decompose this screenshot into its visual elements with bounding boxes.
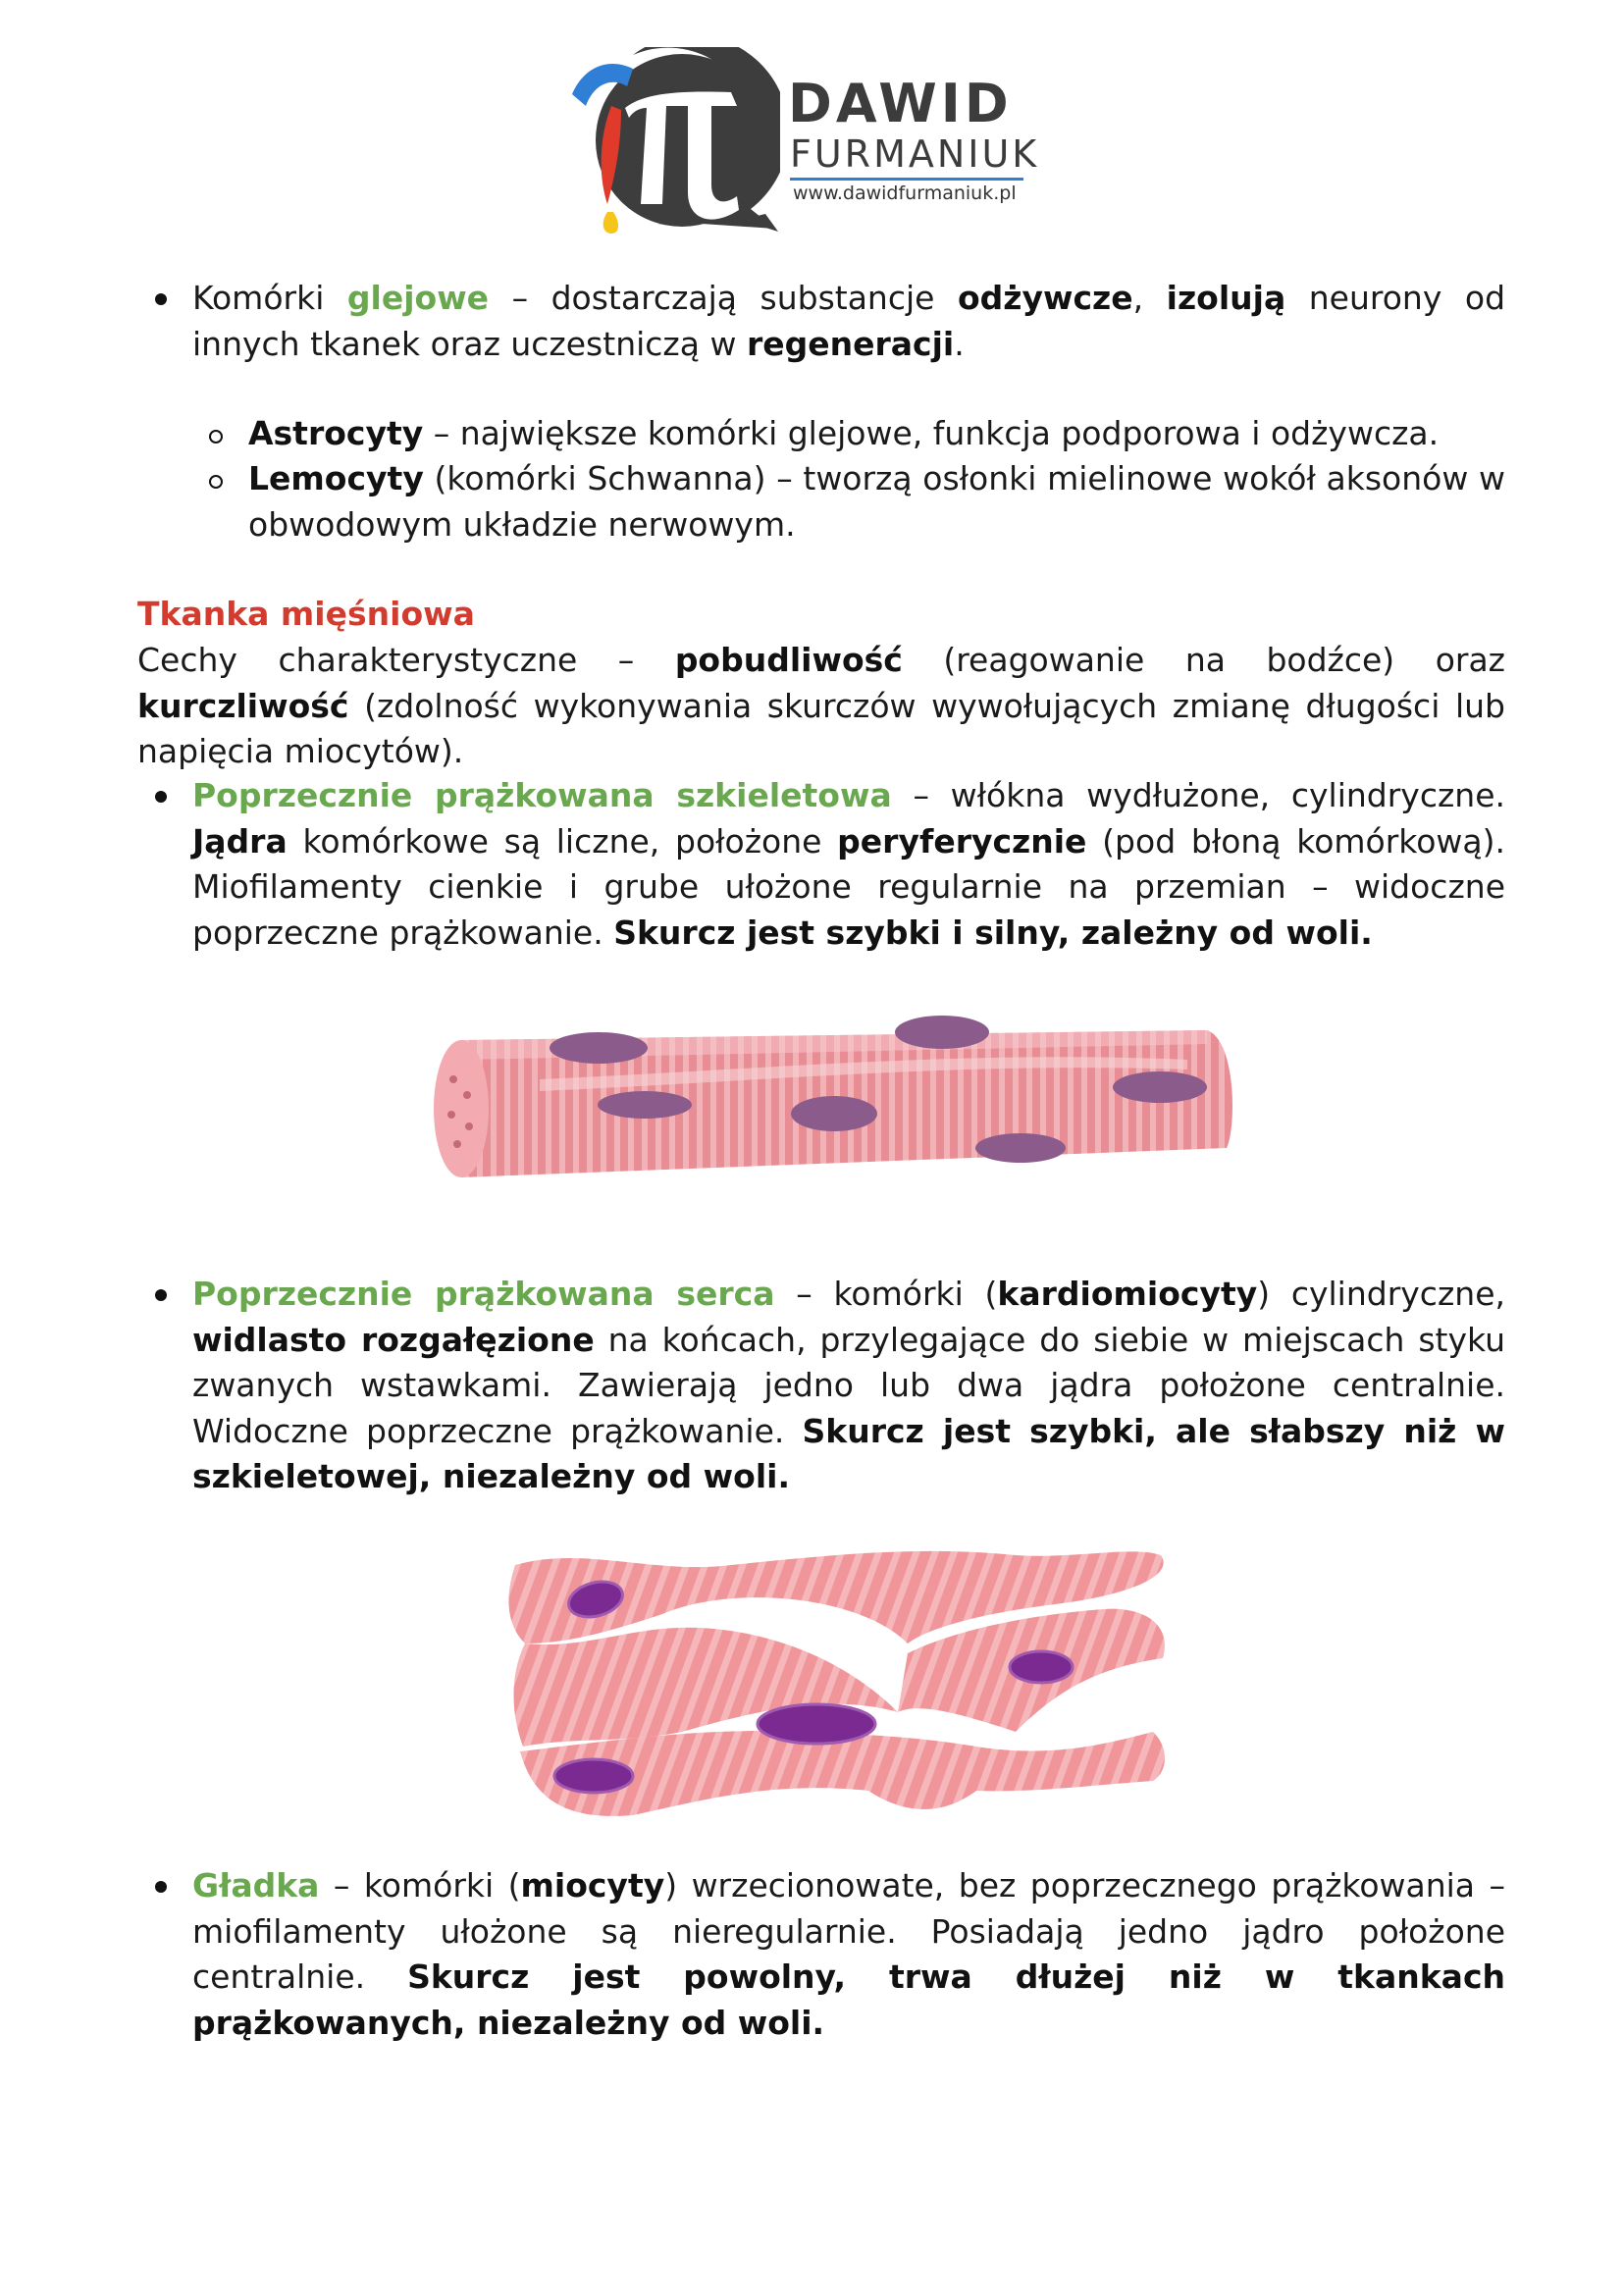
glial-paragraph: Komórki glejowe – dostarczają substancje odżywcze, izolują neurony od innych tkanek oraz uczestniczą w regeneracji. — [192, 279, 1506, 363]
nucleus-3 — [791, 1096, 877, 1131]
nucleus-1 — [550, 1032, 648, 1064]
bullet-astrocyty — [209, 430, 223, 444]
logo-name-line2: FURMANIUK — [790, 132, 1040, 176]
muscle-intro: Cechy charakterystyczne – pobudliwość (reagowanie na bodźce) oraz kurczliwość (zdolność wykonywania skurczów wywołujących zmianę długości lub napięcia miocytów). — [137, 641, 1505, 770]
cardiac-muscle-illustration — [505, 1536, 1173, 1820]
skeletal-muscle-illustration — [422, 1001, 1246, 1197]
fiber-end — [434, 1040, 489, 1177]
cardiac-paragraph: Poprzecznie prążkowana serca – komórki (kardiomiocyty) cylindryczne, widlasto rozgałęzione na końcach, przylegające do siebie w miejscach styku zwanych wstawkami. Zawierają jedno lub dwa jądra położone centralnie. Widoczne poprzeczne prążkowanie. Skurcz jest szybki, ale słabszy niż w szkieletowej, niezależny od woli. — [192, 1275, 1506, 1495]
pi-logo-icon — [564, 47, 780, 234]
smooth-paragraph: Gładka – komórki (miocyty) wrzecionowate, bez poprzecznego prążkowania – miofilamenty ułożone są nieregularnie. Posiadają jedno jądro położone centralnie. Skurcz jest powolny, trwa dłużej niż w tkankach prążkowanych, niezależny od woli. — [192, 1866, 1506, 2042]
cardiac-nucleus-3 — [758, 1704, 875, 1744]
bullet-lemocyty — [209, 475, 223, 489]
astrocyty-item: Astrocyty – największe komórki glejowe, funkcja podporowa i odżywcza. — [248, 414, 1440, 452]
bullet-smooth — [155, 1881, 167, 1893]
cardiac-nucleus-4 — [554, 1759, 633, 1793]
skeletal-highlight: Poprzecznie prążkowana szkieletowa — [192, 776, 892, 814]
logo-name-line1: DAWID — [788, 73, 1013, 134]
logo — [564, 47, 1040, 234]
smooth-highlight: Gładka — [192, 1866, 320, 1905]
logo-url: www.dawidfurmaniuk.pl — [793, 183, 1017, 204]
logo-divider — [790, 178, 1023, 181]
cardiac-nucleus-2 — [1010, 1651, 1073, 1683]
nucleus-4 — [895, 1016, 989, 1049]
cardiac-highlight: Poprzecznie prążkowana serca — [192, 1275, 775, 1313]
muscle-heading: Tkanka mięśniowa — [137, 595, 475, 633]
glial-highlight: glejowe — [346, 279, 490, 317]
nucleus-5 — [1113, 1071, 1207, 1103]
bullet-cardiac — [155, 1289, 167, 1301]
bullet-skeletal — [155, 791, 167, 803]
nucleus-6 — [975, 1133, 1066, 1163]
lemocyty-item: Lemocyty (komórki Schwanna) – tworzą osłonki mielinowe wokół aksonów w obwodowym układzie nerwowym. — [248, 459, 1505, 544]
nucleus-2 — [598, 1091, 692, 1119]
skeletal-paragraph: Poprzecznie prążkowana szkieletowa – włókna wydłużone, cylindryczne. Jądra komórkowe są liczne, położone peryferycznie (pod błoną komórkową). Miofilamenty cienkie i grube ułożone regularnie na przemian – widoczne poprzeczne prążkowanie. Skurcz jest szybki i silny, zależny od woli. — [192, 776, 1506, 952]
bullet-glial — [155, 293, 167, 305]
